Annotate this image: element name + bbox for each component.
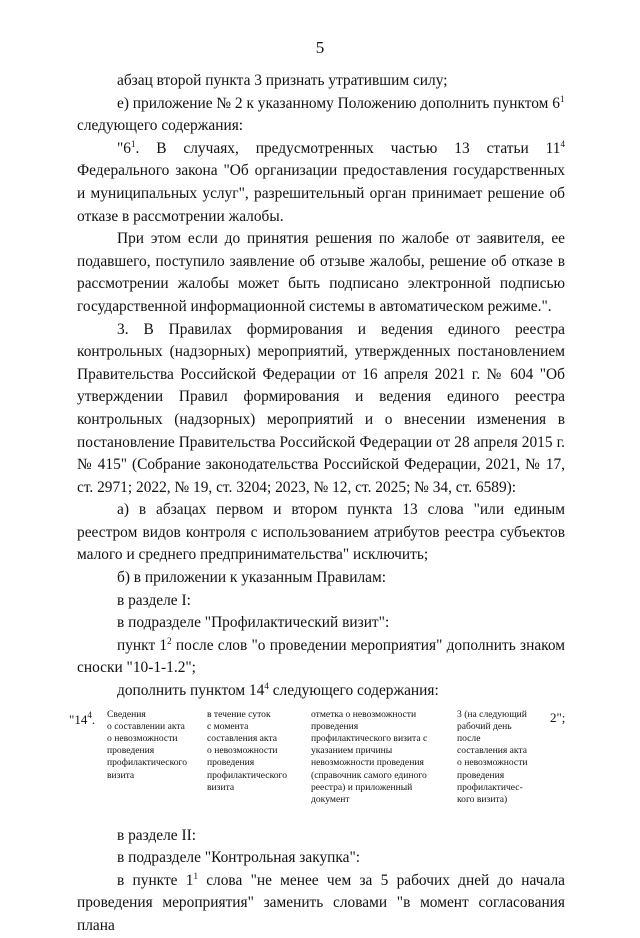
paragraph-razdel-2: в разделе II:	[117, 826, 196, 844]
paragraph-a: а) в абзацах первом и втором пункта 13 слова "или единым реестром видов контроля с использованием атрибутов реестра субъектов малого и среднего предпринимательства" исключить;	[77, 501, 565, 564]
paragraph-3: 3. В Правилах формирования и ведения единого реестра контрольных (надзорных) мероприятий, утвержденных постановлением Правительства Российской Федерации от 16 апреля 2021 г. № 604 "Об утверждении Правил формирования и ведения единого реестра контрольных (надзорных) мероприятий и о внесении изменения в постановление Правительства Российской Федерации от 28 апреля 2015 г. № 415" (Собрание законодательства Российской Федерации, 2021, № 17, ст. 2971; 2022, № 19, ст. 3204; 2023, № 12, ст. 2025; № 34, ст. 6589):	[77, 320, 565, 496]
paragraph-6-1: "$6^1$. В случаях, предусмотренных частью 13 статьи $11^4$ Федерального закона "Об организации предоставления государственных и муниципальных услуг", разрешительный орган принимает решение об отказе в рассмотрении жалобы.	[77, 138, 565, 225]
paragraph-e: е) приложение № 2 к указанному Положению дополнить пунктом $6^1$	[117, 93, 565, 112]
table-cell-deadline: 3 (на следующий рабочий день после составления акта о невозможности проведения профилактичес- кого визита)	[457, 708, 528, 806]
table-cell-level: 2";	[550, 709, 566, 725]
paragraph-pri-etom: При этом если до принятия решения по жалобе от заявителя, ее подавшего, поступило заявление об отзыве жалобы, решение об отказе в рассмотрении жалобы может быть подписано электронной подписью государственной информационной системы в автоматическом режиме.".	[77, 230, 565, 315]
paragraph-punkt-1-1: в пункте $1^1$ слова "не менее чем за 5 рабочих дней до начала проведения мероприятия" заменить словами "в момент согласования плана	[77, 870, 565, 934]
table-cell-term: в течение суток с момента составления акта о невозможности проведения профилактического визита	[207, 708, 288, 793]
inserted-table-row	[69, 707, 566, 825]
paragraph-podrazdel-2: в подразделе "Контрольная закупка":	[117, 849, 361, 867]
paragraph-e-cont: следующего содержания:	[77, 117, 244, 135]
table-row-number: "$14^4$.	[69, 709, 96, 727]
paragraph-abzac: абзац второй пункта 3 признать утратившим силу;	[117, 72, 448, 89]
paragraph-b: б) в приложении к указанным Правилам:	[117, 569, 386, 587]
table-cell-content: отметка о невозможности проведения профилактического визита с указанием причины невозможности проведения (справочник самого единого реестра) и приложенный документ	[311, 708, 428, 806]
paragraph-razdel-1: в разделе I:	[117, 591, 191, 609]
paragraph-dopolnit: дополнить пунктом $14^4$ следующего содержания:	[117, 681, 439, 700]
table-cell-name: Сведения о составлении акта о невозможности проведения профилактического визита	[107, 708, 188, 781]
paragraph-podrazdel-1: в подразделе "Профилактический визит":	[117, 614, 390, 632]
paragraph-punkt-1-2: пункт $1^2$ после слов "о проведении мероприятия" дополнить знаком сноски "10-1-1.2";	[77, 635, 565, 677]
document-body	[69, 70, 566, 938]
page-number: 5	[315, 38, 325, 57]
